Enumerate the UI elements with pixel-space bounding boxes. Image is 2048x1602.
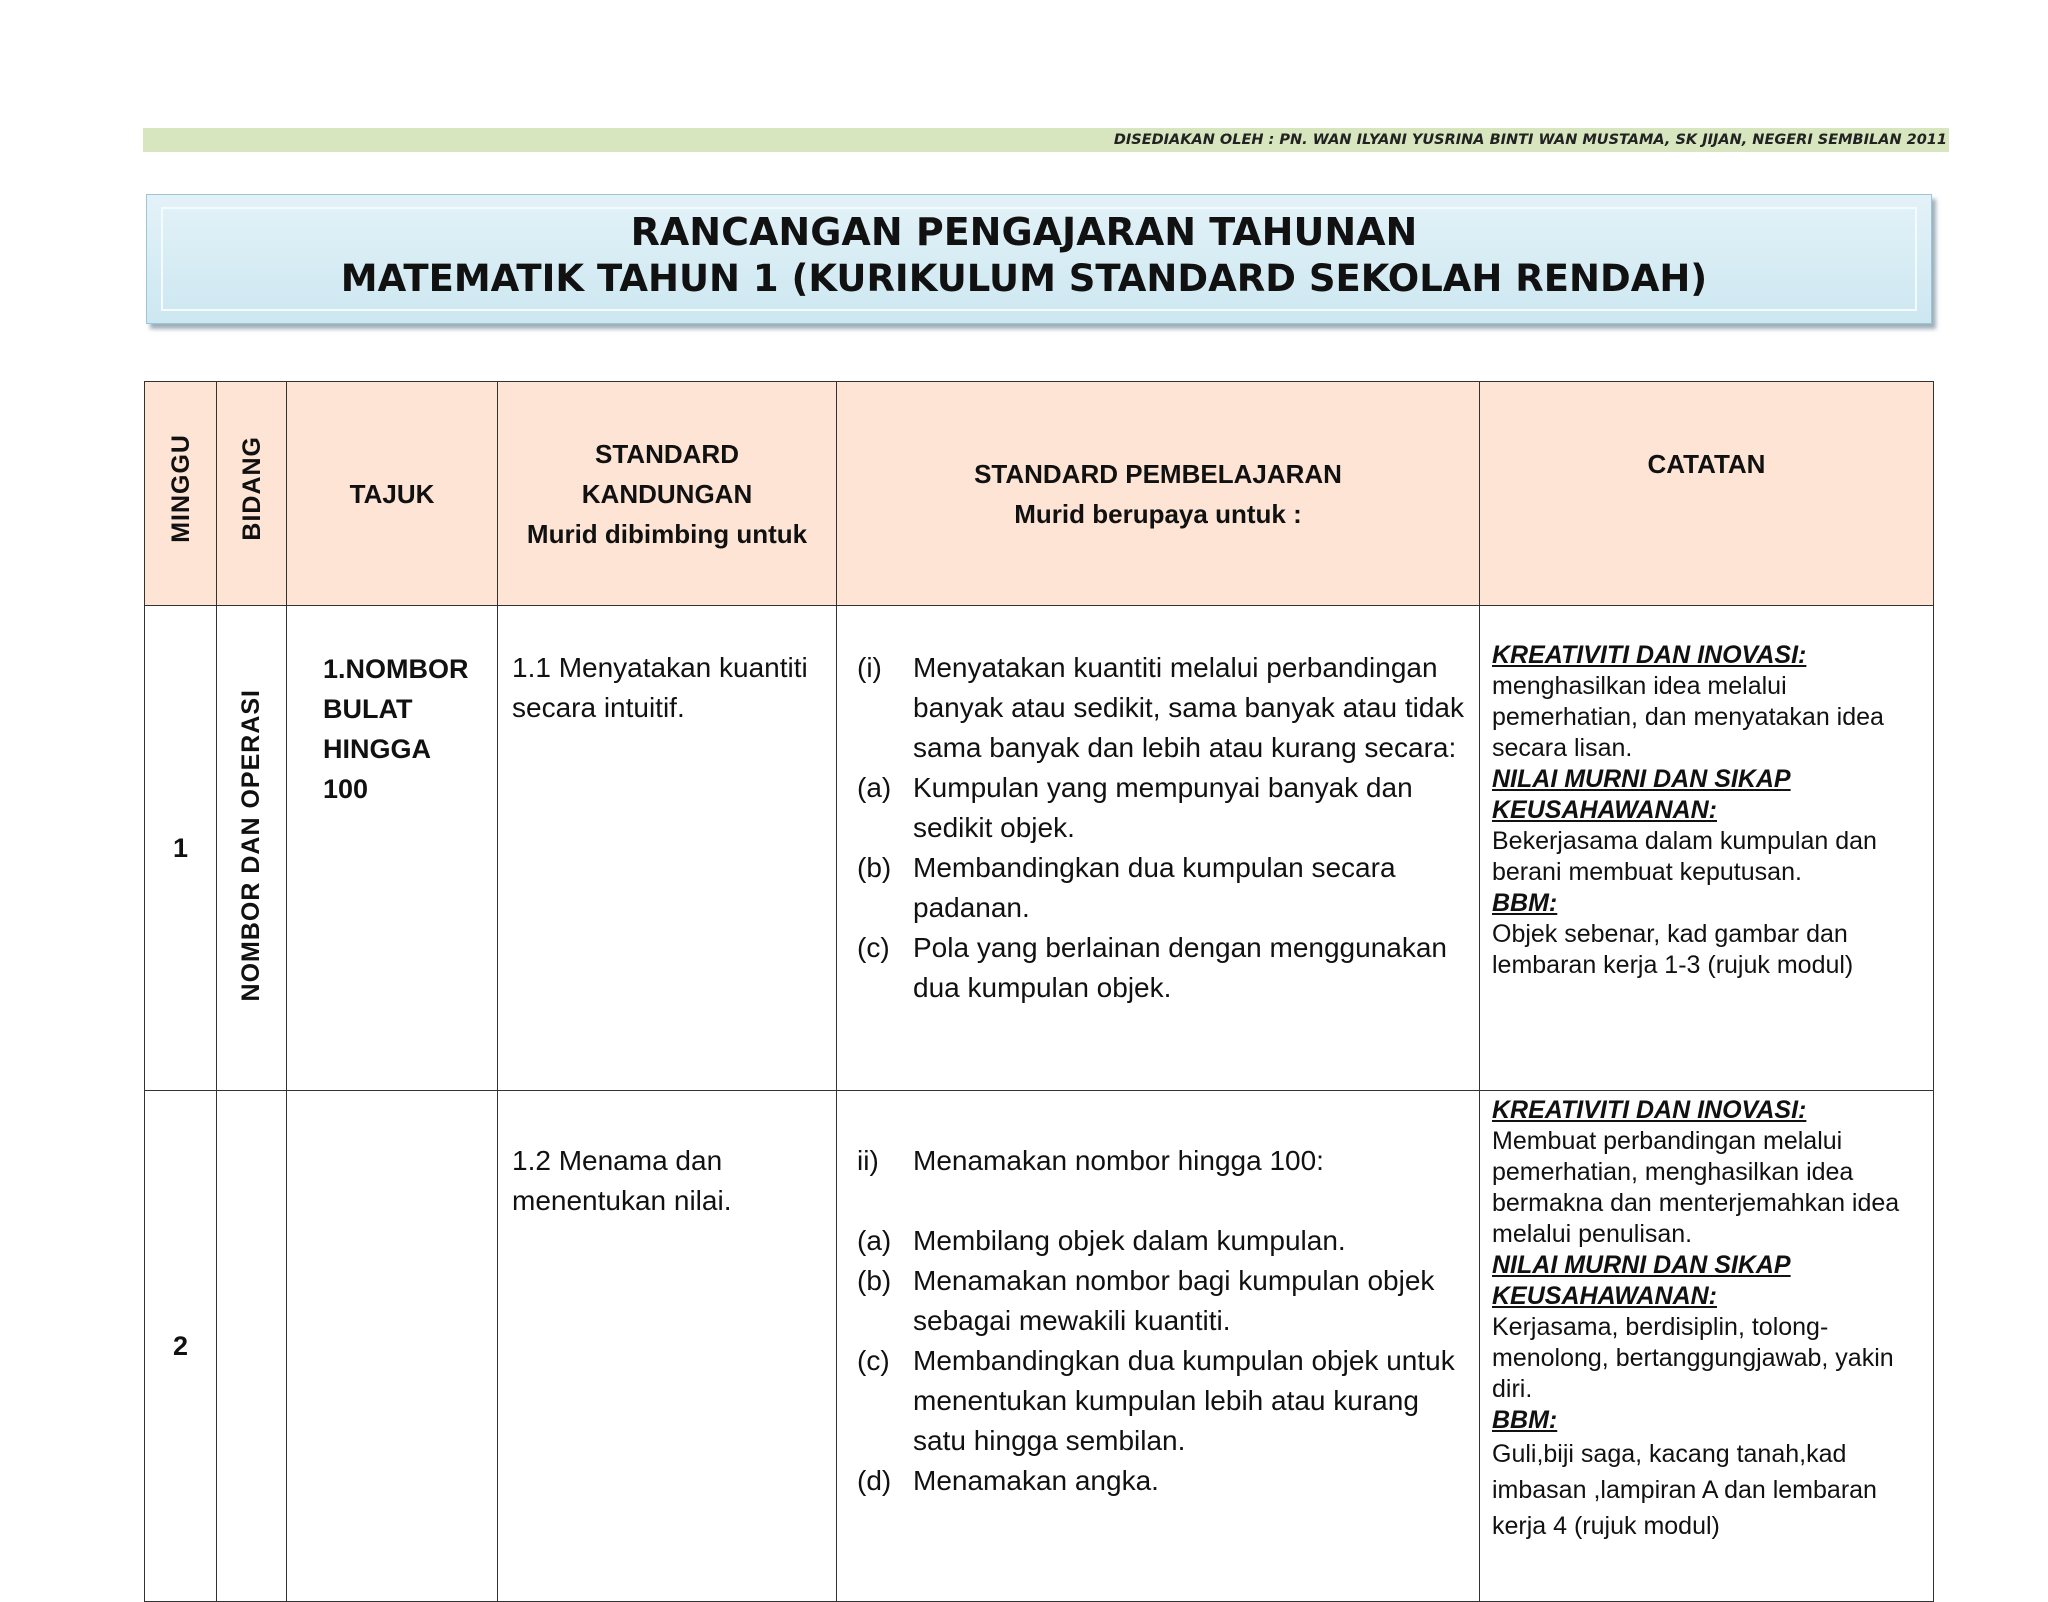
table-row — [145, 1091, 1934, 1602]
standard-pembelajaran-cell — [837, 606, 1480, 1091]
catatan-cell — [1480, 606, 1934, 1091]
header-credit: DISEDIAKAN OLEH : PN. WAN ILYANI YUSRINA BINTI WAN MUSTAMA, SK JIJAN, NEGERI SEMBILAN 2011 — [1113, 132, 1947, 148]
catatan-heading: KEUSAHAWANAN: — [1492, 796, 1717, 824]
list-item: ii) Menamakan nombor hingga 100: — [857, 1145, 1324, 1176]
week-number: 2 — [145, 1091, 217, 1602]
catatan-heading: KEUSAHAWANAN: — [1492, 1282, 1717, 1310]
header-tajuk: TAJUK — [287, 382, 498, 606]
catatan-text: Kerjasama, berdisiplin, tolong-menolong, bertanggungjawab, yakin diri. — [1492, 1313, 1894, 1403]
catatan-text: Guli,biji saga, kacang tanah,kad imbasan ,lampiran A dan lembaran kerja 4 (rujuk modul) — [1492, 1440, 1877, 1540]
list-item: (b) Membandingkan dua kumpulan secara padanan. — [857, 852, 1396, 923]
tajuk-cell — [287, 1091, 498, 1602]
catatan-heading: KREATIVITI DAN INOVASI: — [1492, 1096, 1807, 1124]
header-standard-pembelajaran: STANDARD PEMBELAJARAN Murid berupaya untuk : — [837, 382, 1480, 606]
list-item: (i) Menyatakan kuantiti melalui perbandingan banyak atau sedikit, sama banyak atau tidak sama banyak dan lebih atau kurang secara: — [857, 652, 1465, 763]
spacer — [857, 1181, 1467, 1221]
catatan-text: Membuat perbandingan melalui pemerhatian, menghasilkan idea bermakna dan menterjemahkan idea melalui penulisan. — [1492, 1127, 1900, 1248]
catatan-heading: NILAI MURNI DAN SIKAP — [1492, 765, 1791, 793]
standard-kandungan-cell: 1.1 Menyatakan kuantiti secara intuitif. — [498, 606, 837, 1091]
catatan-heading: BBM: — [1492, 1406, 1558, 1434]
catatan-heading: KREATIVITI DAN INOVASI: — [1492, 641, 1807, 669]
list-item: (b) Menamakan nombor bagi kumpulan objek sebagai mewakili kuantiti. — [857, 1265, 1435, 1336]
table-row — [145, 606, 1934, 1091]
list-item: (a) Kumpulan yang mempunyai banyak dan sedikit objek. — [857, 772, 1413, 843]
list-item: (a) Membilang objek dalam kumpulan. — [857, 1225, 1346, 1256]
catatan-text: menghasilkan idea melalui pemerhatian, dan menyatakan idea secara lisan. — [1492, 672, 1884, 762]
week-number: 1 — [145, 606, 217, 1091]
catatan-heading: NILAI MURNI DAN SIKAP — [1492, 1251, 1791, 1279]
document-title: RANCANGAN PENGAJARAN TAHUNAN — [630, 210, 1418, 254]
catatan-heading: BBM: — [1492, 889, 1558, 917]
catatan-text: Bekerjasama dalam kumpulan dan berani membuat keputusan. — [1492, 827, 1877, 886]
table-header-row — [145, 382, 1934, 606]
standard-kandungan-cell: 1.2 Menama dan menentukan nilai. — [498, 1091, 837, 1602]
header-catatan: CATATAN — [1480, 382, 1934, 606]
header-standard-kandungan: STANDARD KANDUNGAN Murid dibimbing untuk — [498, 382, 837, 606]
header-minggu: MINGGU — [145, 382, 217, 606]
lesson-plan-table — [144, 381, 1934, 1602]
header-bidang: BIDANG — [217, 382, 287, 606]
list-item: (d) Menamakan angka. — [857, 1465, 1159, 1496]
document-subtitle: MATEMATIK TAHUN 1 (KURIKULUM STANDARD SEKOLAH RENDAH) — [340, 257, 1708, 300]
bidang-label: NOMBOR DAN OPERASI — [237, 689, 265, 1002]
catatan-text: Objek sebenar, kad gambar dan lembaran kerja 1-3 (rujuk modul) — [1492, 920, 1854, 979]
tajuk-cell: 1.NOMBOR BULAT HINGGA 100 — [287, 606, 498, 1091]
standard-pembelajaran-cell — [837, 1091, 1480, 1602]
bidang-cell — [217, 1091, 287, 1602]
catatan-cell — [1480, 1091, 1934, 1602]
bidang-cell — [217, 606, 287, 1091]
list-item: (c) Pola yang berlainan dengan menggunakan dua kumpulan objek. — [857, 932, 1447, 1003]
list-item: (c) Membandingkan dua kumpulan objek untuk menentukan kumpulan lebih atau kurang satu hingga sembilan. — [857, 1345, 1455, 1456]
